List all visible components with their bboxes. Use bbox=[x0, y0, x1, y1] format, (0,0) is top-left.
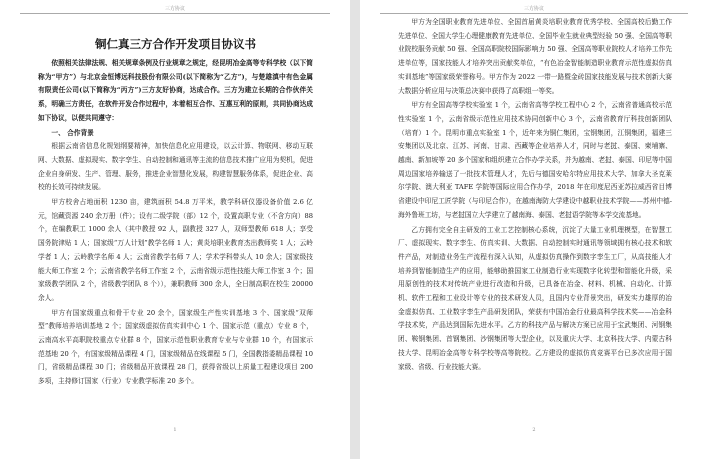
document-page-1 bbox=[0, 0, 350, 459]
intro-paragraph: 依照相关法律法规、相关规章条例及行业规章之规定，经昆明冶金高等专科学校（以下简称为“甲方”）与北京金恒博远科技股份有限公司(以下简称为“乙方”)，与楚雄滇中有色金属有限责任公司(以下简称为“丙方”)三方友好协商，达成合作。三方为建立长期的合作伙伴关系，明确三方责任，在软件开发合作过程中，本着相互合作、互惠互利的原则，共同协商达成如下协议，以便共同遵守： bbox=[38, 59, 313, 122]
paragraph: 乙方拥有完全自主研发的工业工艺控制核心系统，沉淀了大量工业机理模型，在智慧工厂、虚拟现实、数字孪生、仿真实训、大数据、自动控制实时通讯等领域拥有核心技术和软件产品，对制造业务生产流程有深入认知，从虚拟仿真操作到数字孪生工厂，从高技能人才培养到智能制造生产的应用，能够助推国家工业制造行业实现数字化转型和智能化升级，采用原创性的技术对传统产业进行改造和升级，已具备在冶金、材料、机械、自动化、计算机、软件工程和工业设计等专业的技术研发人员，且国内专业背景突出，研发实力雄厚的冶金虚拟仿真、工业数字孪生产品研发团队，荣获有中国冶金行业最高科学技术奖——冶金科学技术奖，产品达到国际先进水平。乙方的科技产品与解决方案已应用于宝武集团、河钢集团、鞍钢集团、首钢集团、沙钢集团等大型企业，以及重庆大学、北京科技大学、内蒙古科技大学、昆明冶金高等专科学校等高等院校。乙方建设的虚拟仿真竞赛平台已多次应用于国家级、省级、行业技能大赛。 bbox=[398, 225, 672, 371]
page-body bbox=[38, 31, 313, 390]
paragraph: 甲方为全国职业教育先进单位、全国首届黄炎培职业教育优秀学校、全国高校后勤工作先进单位、全国大学生心理健康教育先进单位、全国毕业生就业典型经验 50 强、全国高等职业院校服务贡献 50 强、全国高职院校国际影响力 50 强、全国高等职业院校人才培养工作先进单位等，国家技能人才培养突出贡献奖单位，“有色冶金智能制造职业教育示范性虚拟仿真实训基地”等国家级荣誉称号。甲方作为 2022 一带一路暨金砖国家技能发展与技术创新大赛大数据分析应用与决策总决赛申获得了高职组一等奖。 bbox=[398, 18, 672, 95]
section-heading: 一、 合作背景 bbox=[51, 128, 94, 137]
page-number: 2 bbox=[532, 427, 536, 433]
header-divider bbox=[20, 13, 330, 14]
paragraph: 根据云南省信息化规划纲要精神，加快信息化应用建设，以云计算、物联网、移动互联网、大数据、虚拟现实、数字孪生、自动控制和通讯等主流的信息技术推广应用为契机，促进企业自身研发、生产、管理、服务，推进企业智慧化发展，构建智慧服务体系，促进企业、高校的长效可持续发展。 bbox=[38, 142, 313, 192]
paragraph: 甲方有国家级重点和骨干专业 20 余个，国家级生产性实训基地 3 个、国家级“双师型”教师培养培训基地 2 个；国家级虚拟仿真实训中心 1 个、国家示范（重点）专业 8 个，云南高水平高职院校重点专业群 8 个，国家示范性职业教育专业与专业群 10 个，有国家示范基地 20 个，有国家级精品课程 4 门，国家级精品在线课程 5 门，全国教指委精品课程 10 门，省级精品课程 30 门；省级精品开放课程 28 门，获得省级以上质量工程建设项目 200 多项，主持修订国家（行业）专业教学标准 20 多个。 bbox=[38, 308, 313, 386]
paragraph: 甲方有全国高等学校实验室 1 个，云南省高等学校工程中心 2 个，云南省普通高校示范性实验室 1 个，云南省级示范性应用技术协同创新中心 3 个，云南省教育厅科技创新团队（培育）1 个。昆明市重点实验室 1 个，近年来为铜仁集团，宝钢集团，江铜集团，福建三安集团以及北京、江苏、河南、甘肃、西藏等企业培养人才，同时与老挝、泰国、柬埔寨、越南、新加坡等 20 多个国家和组织建立合作办学关系，并为越南、老挝、泰国、印尼等中国周边国家培养输送了一批技术管理人才，先后与德国安哈尔特应用技术大学、加拿大圣克莱尔学院、澳大利亚 TAFE 学院等国际应用合作办学，2018 年在印度尼西亚苏拉威西省目博省建设中印尼工匠学院（与印尼合作），在越南海防大学建设中越职业技术学院——苏州中德-海外鲁班工坊，与老挝国立大学建立了越南海、泰国、老挝语学院等本学交流基地。 bbox=[398, 101, 672, 219]
paragraph: 甲方校舍占地面积 1230 亩，建筑面积 54.8 万平米，教学科研仪器设备价值 2.6 亿元，馆藏资源 240 余万册（件）；设有二级学院（部）12 个，设置高职专业（不含方向）88 个，在编教职工 1000 余人（其中教授 92 人，副教授 327 人，双师型教师 618 人；享受国务院津贴 1 人；国家级“万人计划”教学名师 1 人；黄炎培职业教育杰出教师奖 1 人；云岭学者 1 人；云岭教学名师 4 人；云南省教学名师 7 人；学术学科带头人 10 余人；国家级技能大师工作室 2 个；云南省教学名师工作室 2 个，云南省级示范性技能大师工作室 3 个；国家级教学团队 2 个，省级教学团队 8 个）），兼职教师 300 余人，全日制高职在校生 20000 余人。 bbox=[38, 198, 313, 302]
document-title: 铜仁真三方合作开发项目协议书 bbox=[95, 37, 256, 51]
page-header: 三方协议 bbox=[164, 6, 185, 12]
page-number: 1 bbox=[173, 427, 177, 433]
page-header: 三方协议 bbox=[523, 6, 544, 12]
document-page-2 bbox=[360, 0, 708, 459]
page-body bbox=[398, 16, 672, 375]
header-divider bbox=[380, 13, 688, 14]
